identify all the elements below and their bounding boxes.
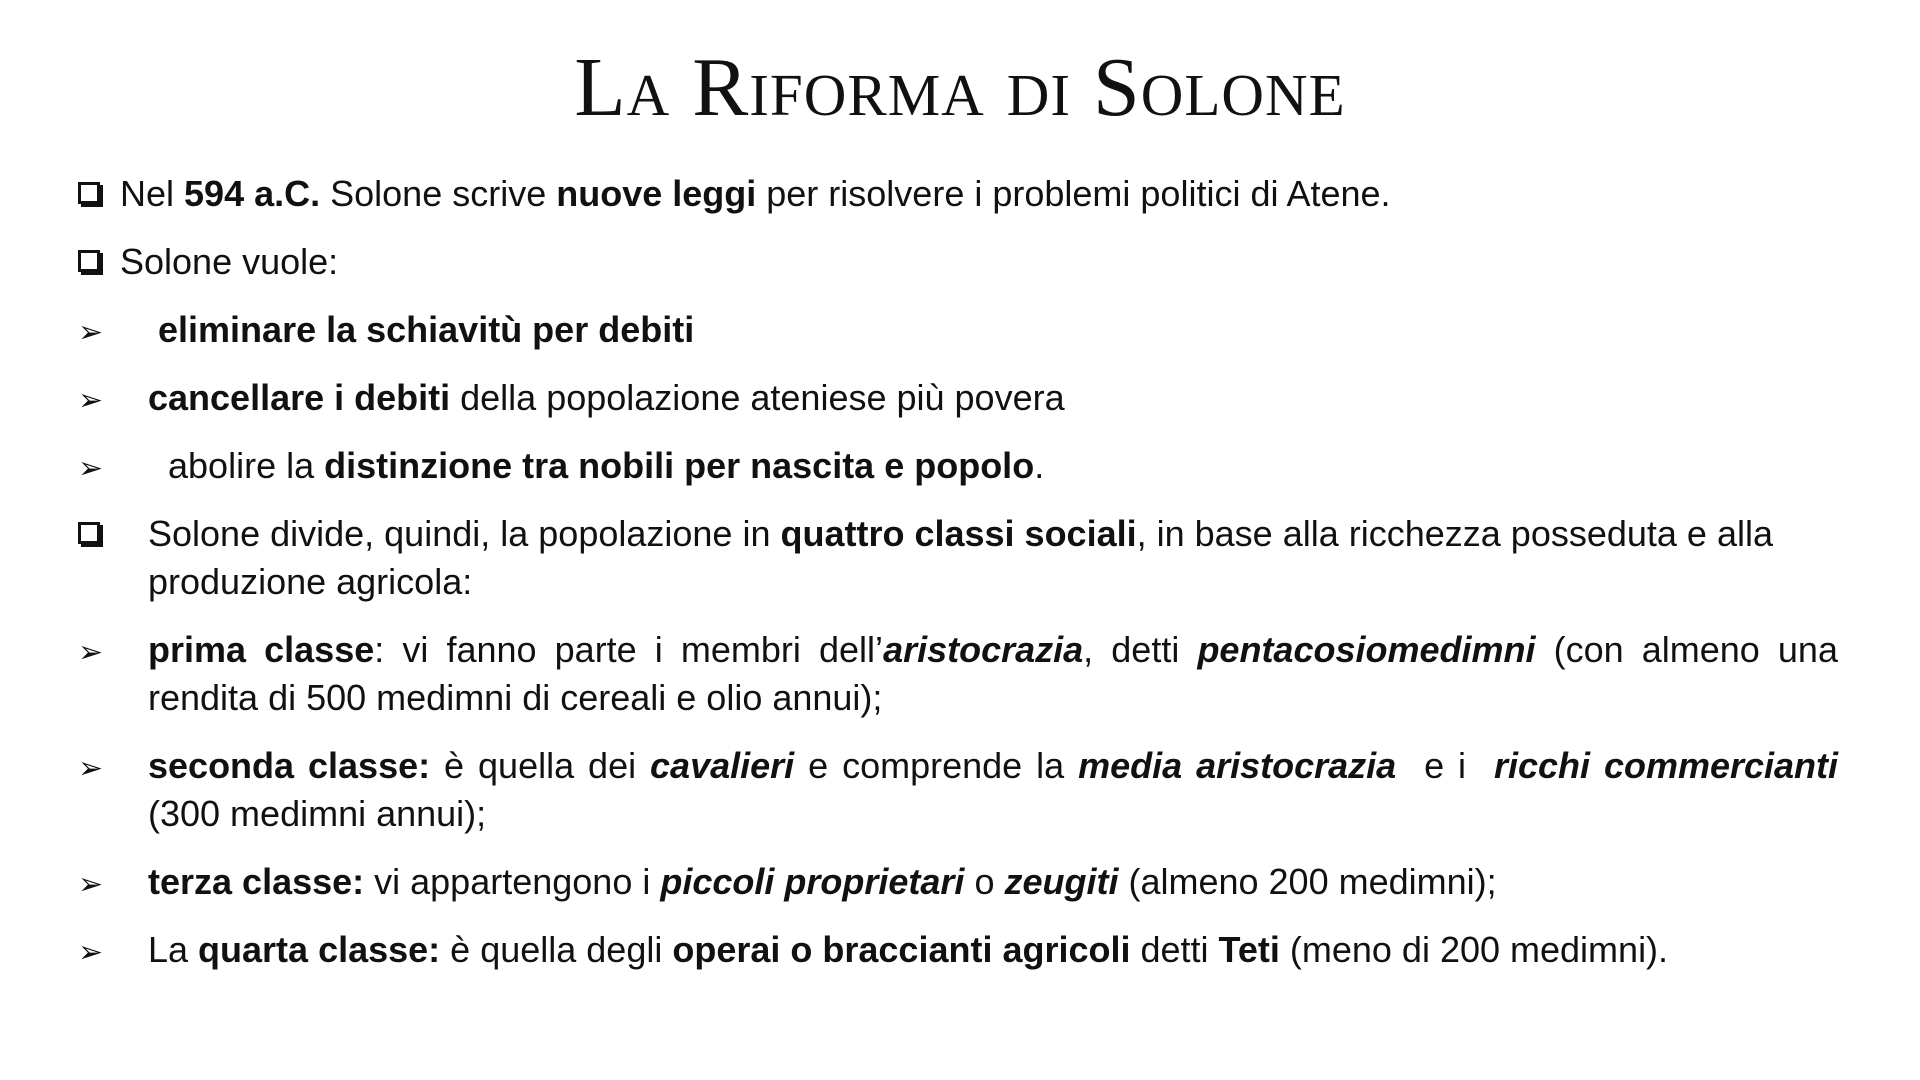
text-run	[1004, 861, 1118, 902]
text-run: aristocrazia	[883, 629, 1084, 670]
text-run: pentacosiomedimni	[1197, 629, 1536, 670]
list-item-text	[78, 510, 1838, 606]
arrow-bullet-icon	[78, 626, 118, 677]
list-item-text	[78, 374, 1838, 422]
text-run: e i	[1396, 745, 1494, 786]
text-run: Nel	[120, 173, 185, 214]
checkbox-bullet-icon	[78, 170, 118, 218]
text-run: .	[1034, 445, 1045, 486]
arrow-bullet-icon: ➢	[78, 935, 104, 970]
text-run: o	[964, 861, 1005, 902]
text-run: (con almeno una rendita di 500 medimni di cereali e olio annui);	[148, 629, 1848, 718]
text-run: , detti	[1083, 629, 1198, 670]
list-item	[78, 742, 1849, 838]
list-item-text	[78, 926, 1838, 974]
list-item	[78, 306, 1838, 354]
arrow-bullet-icon: ➢	[78, 383, 104, 418]
text-run: piccoli proprietari	[660, 861, 965, 902]
text-run: eliminare la schiavitù per debiti	[158, 309, 695, 350]
text-run: La	[148, 929, 199, 970]
text-run	[1197, 629, 1535, 670]
text-run: cavalieri	[650, 745, 795, 786]
text-run: Solone scrive	[320, 173, 557, 214]
checkbox-bullet-icon	[78, 182, 100, 204]
text-run: seconda classe:	[148, 745, 431, 786]
list-item	[78, 442, 1838, 490]
text-run: abolire la	[148, 445, 325, 486]
checkbox-bullet-icon	[78, 522, 100, 544]
checkbox-bullet-icon	[78, 250, 100, 272]
text-run	[650, 745, 794, 786]
text-run: per risolvere i problemi politici di Atene.	[756, 173, 1391, 214]
text-run: (300 medimni annui);	[148, 745, 1849, 834]
text-run: zeugiti	[1004, 861, 1119, 902]
text-run: : vi fanno parte i membri dell’	[374, 629, 884, 670]
arrow-bullet-icon	[78, 374, 118, 425]
arrow-bullet-icon: ➢	[78, 451, 104, 486]
list-item	[78, 926, 1838, 974]
text-run: ricchi commercianti	[1493, 745, 1839, 786]
arrow-bullet-icon: ➢	[78, 867, 104, 902]
list-item-text	[78, 306, 1838, 354]
arrow-bullet-icon	[78, 442, 118, 493]
text-run: è quella dei	[430, 745, 651, 786]
text-run	[660, 861, 964, 902]
text-run: prima classe	[148, 629, 375, 670]
list-item	[78, 626, 1848, 722]
text-run	[883, 629, 1083, 670]
text-run: e comprende la	[794, 745, 1079, 786]
text-run: quattro classi sociali	[780, 513, 1137, 554]
text-run	[1078, 745, 1396, 786]
text-run: è quella degli	[440, 929, 673, 970]
list-item-text	[78, 742, 1849, 838]
arrow-bullet-icon: ➢	[78, 635, 104, 670]
checkbox-bullet-icon	[78, 510, 118, 558]
arrow-bullet-icon	[78, 926, 118, 977]
text-run	[1494, 745, 1838, 786]
arrow-bullet-icon	[78, 858, 118, 909]
text-run: (almeno 200 medimni);	[1118, 861, 1497, 902]
text-run: cancellare i debiti	[148, 377, 451, 418]
text-run: della popolazione ateniese più povera	[450, 377, 1065, 418]
page-title: La Riforma di Solone	[574, 41, 1346, 134]
list-item	[78, 858, 1838, 906]
list-item-text	[78, 170, 1838, 218]
list-item	[78, 238, 1838, 286]
arrow-bullet-icon: ➢	[78, 315, 104, 350]
text-run: Solone divide, quindi, la popolazione in	[148, 513, 781, 554]
arrow-bullet-icon: ➢	[78, 751, 104, 786]
text-run: detti	[1130, 929, 1219, 970]
text-run: Solone vuole:	[120, 241, 339, 282]
arrow-bullet-icon	[78, 742, 118, 793]
bullet-list	[78, 170, 1849, 994]
text-run: media aristocrazia	[1078, 745, 1397, 786]
text-run	[148, 309, 158, 350]
text-run: quarta classe:	[198, 929, 441, 970]
text-run: operai o braccianti agricoli	[672, 929, 1131, 970]
list-item	[78, 510, 1838, 606]
text-run: (meno di 200 medimni).	[1279, 929, 1669, 970]
list-item	[78, 374, 1838, 422]
list-item-text	[78, 858, 1838, 906]
text-run: , in base alla ricchezza posseduta e alla produzione agricola:	[148, 513, 1784, 602]
list-item	[78, 170, 1838, 218]
list-item-text	[78, 626, 1848, 722]
text-run: terza classe:	[148, 861, 365, 902]
checkbox-bullet-icon	[78, 238, 118, 286]
text-run: 594 a.C.	[184, 173, 321, 214]
list-item-text	[78, 238, 1838, 286]
arrow-bullet-icon	[78, 306, 118, 357]
text-run: nuove leggi	[556, 173, 757, 214]
text-run: vi appartengono i	[364, 861, 661, 902]
text-run: distinzione tra nobili per nascita e popolo	[324, 445, 1035, 486]
list-item-text	[78, 442, 1838, 490]
text-run: Teti	[1218, 929, 1280, 970]
